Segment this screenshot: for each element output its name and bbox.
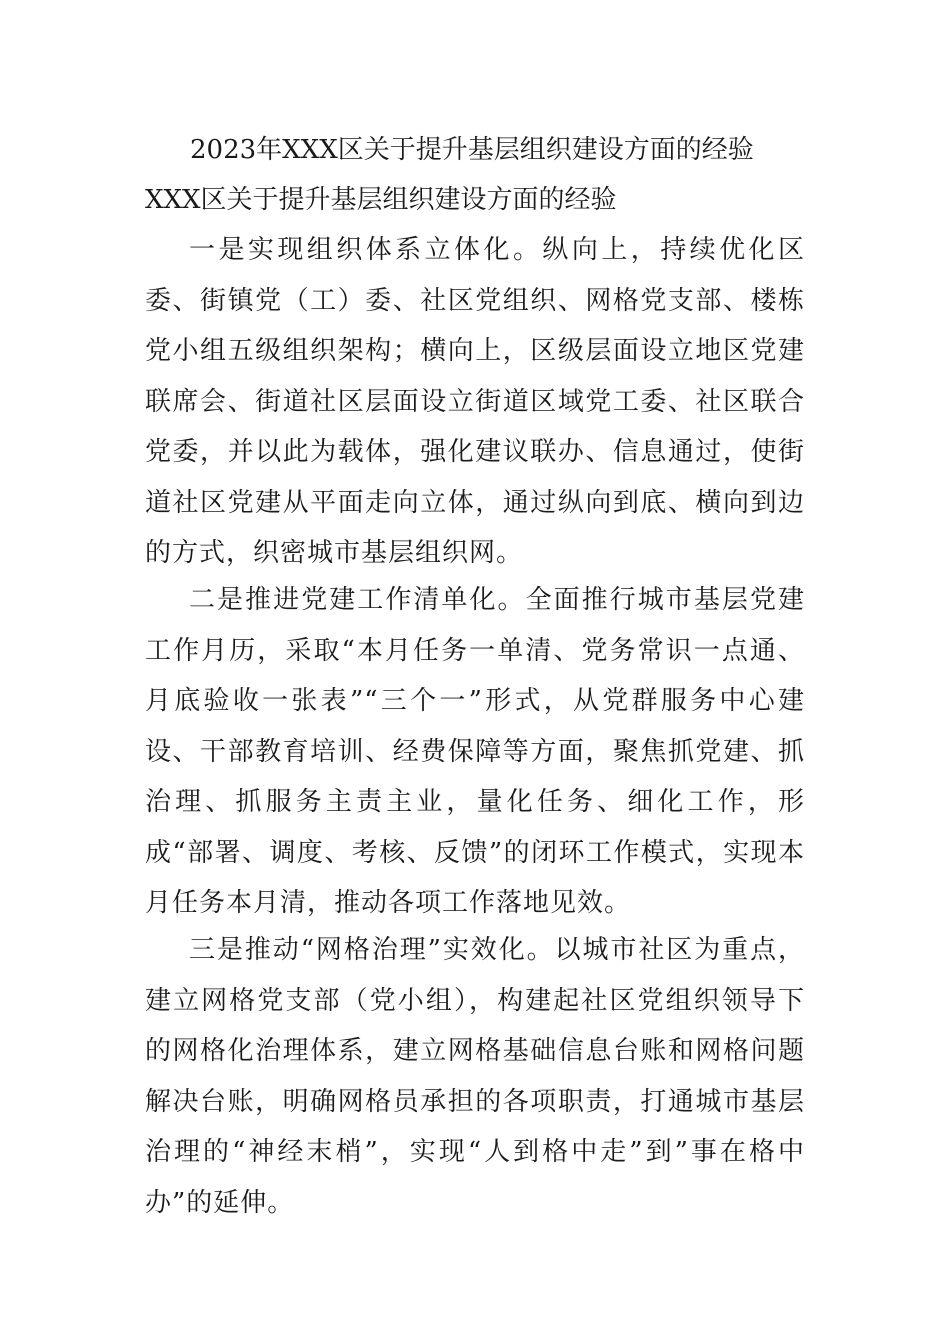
paragraph-2: 二是推进党建工作清单化。全面推行城市基层党建工作月历，采取“本月任务一单清、党务常识一点通、月底验收一张表”“三个一”形式，从党群服务中心建设、干部教育培训、经费保障等方面，聚焦抓党建、抓治理、抓服务主责主业，量化任务、细化工作，形成“部署、调度、考核、反馈”的闭环工作模式，实现本月任务本月清，推动各项工作落地见效。	[145, 585, 805, 918]
document-title: 2023年XXX区关于提升基层组织建设方面的经验	[190, 135, 754, 165]
paragraph-1: 一是实现组织体系立体化。纵向上，持续优化区委、街镇党（工）委、社区党组织、网格党支部、楼栋党小组五级组织架构；横向上，区级层面设立地区党建联席会、街道社区层面设立街道区域党工委、社区联合党委，并以此为载体，强化建议联办、信息通过，使街道社区党建从平面走向立体，通过纵向到底、横向到边的方式，织密城市基层组织网。	[145, 235, 805, 568]
paragraph-3: 三是推动“网格治理”实效化。以城市社区为重点，建立网格党支部（党小组），构建起社区党组织领导下的网格化治理体系，建立网格基础信息台账和网格问题解决台账，明确网格员承担的各项职责，打通城市基层治理的“神经末梢”，实现“人到格中走”到”事在格中办”的延伸。	[145, 935, 805, 1218]
document-subtitle: XXX区关于提升基层组织建设方面的经验	[145, 185, 617, 215]
